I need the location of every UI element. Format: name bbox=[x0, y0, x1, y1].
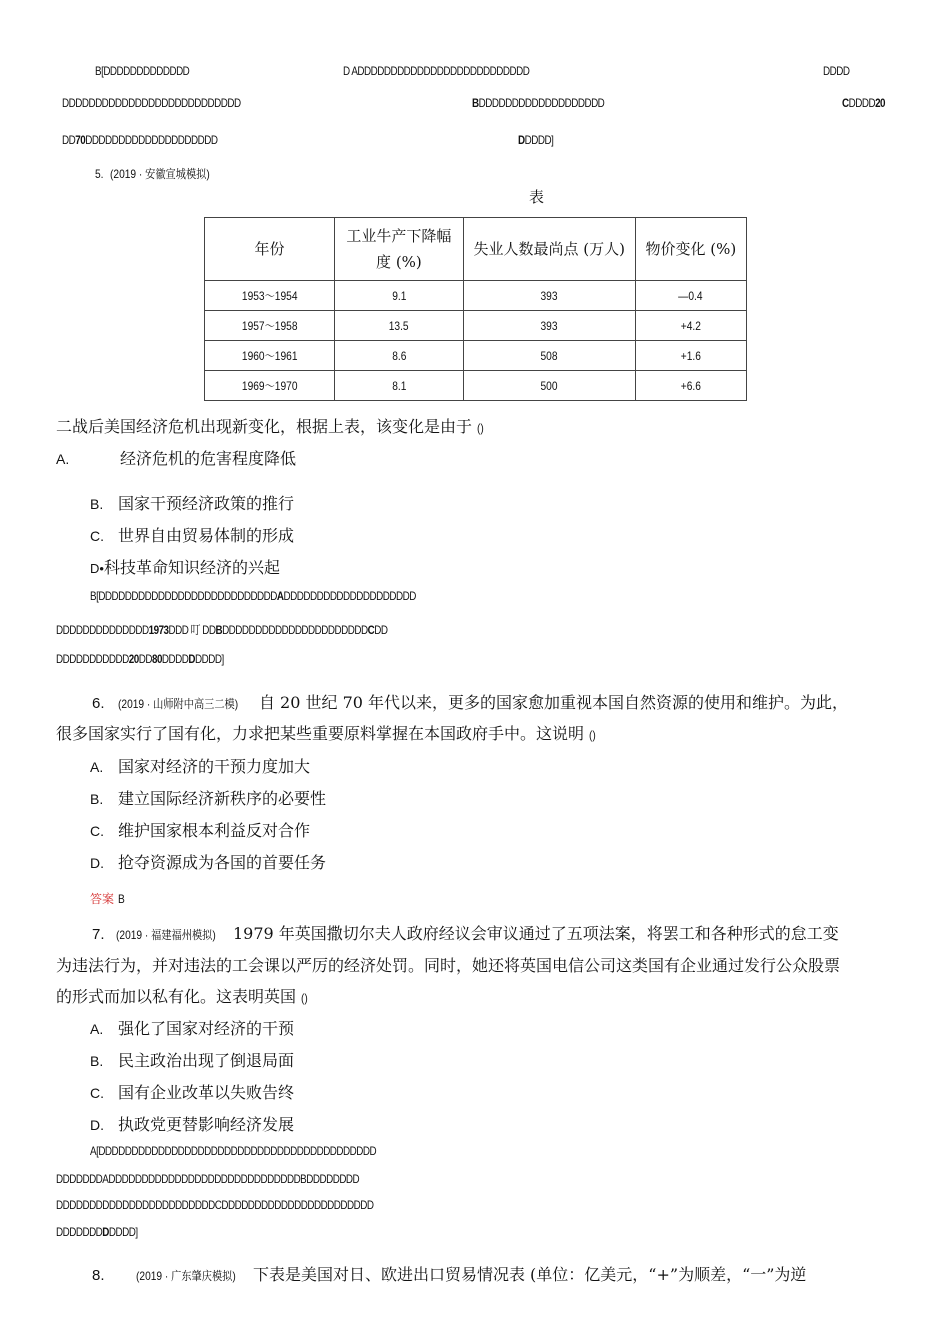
table-row bbox=[205, 281, 747, 311]
answer-line bbox=[56, 621, 387, 638]
question-source: (2019 · 广东肇庆模拟) bbox=[135, 1269, 236, 1283]
question-source: (2019 · 安徽宣城模拟) bbox=[110, 167, 210, 181]
option-text: 强化了国家对经济的干预 bbox=[118, 1019, 295, 1038]
answer-key: D bbox=[518, 133, 525, 147]
question-text: 很多国家实行了国有化，力求把某些重要原料掌握在本国政府手中。这说明 bbox=[56, 724, 585, 743]
answer-value: B bbox=[117, 892, 125, 906]
option-a bbox=[90, 1016, 294, 1039]
answer-text: DDD 叮 DD bbox=[168, 623, 216, 637]
answer-line bbox=[90, 1144, 376, 1158]
header-cell: 失业人数最尚点 (万人) bbox=[463, 218, 635, 281]
question-source: (2019 · 福建福州模拟) bbox=[115, 928, 216, 942]
table-row bbox=[205, 341, 747, 371]
table-cell: 393 bbox=[540, 288, 558, 303]
answer-blank: () bbox=[589, 728, 596, 742]
table-cell: 9.1 bbox=[391, 288, 406, 303]
option-label: C. bbox=[90, 823, 104, 839]
option-label: D• bbox=[90, 561, 104, 576]
answer-blank: () bbox=[477, 421, 484, 435]
question-source: (2019 · 山师附中高三二模) bbox=[117, 697, 238, 711]
answer-key: 80 bbox=[151, 652, 162, 666]
answer-text: DD bbox=[62, 133, 76, 147]
option-label: B. bbox=[90, 791, 104, 807]
answer-text: DDDDDDDDDDD bbox=[56, 652, 129, 666]
answer-text: DDDDDDDDDDDDDDDDDDDD bbox=[283, 589, 416, 603]
answer-key: 20 bbox=[875, 96, 886, 110]
header-cell: 物价变化 (%) bbox=[635, 218, 746, 281]
option-b bbox=[90, 491, 294, 514]
question-7-line1 bbox=[92, 921, 839, 944]
table-cell: 1960〜1961 bbox=[241, 349, 298, 363]
answer-key: B bbox=[472, 96, 479, 110]
option-text: 维护国家根本利益反对合作 bbox=[118, 821, 311, 840]
answer-text: DDDDDDDDDDDDDDDDDDDDDDDDDDD bbox=[62, 96, 241, 110]
option-d bbox=[90, 850, 326, 873]
answer-key: D bbox=[102, 1225, 109, 1239]
answer-text: B[DDDDDDDDDDDDD bbox=[95, 64, 190, 78]
option-label: B. bbox=[90, 1053, 104, 1069]
answer-text: DDDD bbox=[848, 96, 876, 110]
table-cell: —0.4 bbox=[678, 288, 704, 303]
answer-line bbox=[62, 96, 241, 110]
answer-line bbox=[62, 133, 217, 147]
table-cell: 13.5 bbox=[388, 318, 409, 333]
question-6-line1 bbox=[92, 690, 848, 713]
table-header-row bbox=[205, 218, 747, 281]
option-a bbox=[90, 754, 310, 777]
header-cell: 年份 bbox=[205, 218, 335, 281]
option-text: 经济危机的危害程度降低 bbox=[120, 449, 297, 468]
table-cell: 500 bbox=[540, 378, 558, 393]
header-cell: 工业牛产下降幅度 (%) bbox=[334, 218, 463, 281]
table-row bbox=[205, 371, 747, 401]
answer-line bbox=[343, 64, 529, 78]
answer-text: DDDD bbox=[823, 64, 850, 78]
table-cell: 393 bbox=[540, 318, 558, 333]
option-c bbox=[90, 818, 310, 841]
question-number: 5. bbox=[95, 167, 104, 181]
option-text: 世界自由贸易体制的形成 bbox=[118, 526, 295, 545]
option-c bbox=[90, 523, 294, 546]
question-text: 为违法行为，并对违法的工会课以严厉的经济处罚。同时，她还将英国电信公司这类国有企业通过发行公众股票 bbox=[56, 956, 841, 975]
table-cell: 1953〜1954 bbox=[241, 289, 298, 303]
answer-text: DDDDDDDDDDDDDDDDDDDDDDDDCDDDDDDDDDDDDDDDDDDDDDDD bbox=[56, 1198, 374, 1212]
answer-line bbox=[95, 64, 189, 78]
table-title: 表 bbox=[529, 188, 545, 206]
question-5-stem bbox=[56, 414, 485, 437]
option-label: C. bbox=[90, 528, 104, 544]
answer-key: 70 bbox=[75, 133, 86, 147]
option-text: 抢夺资源成为各国的首要任务 bbox=[118, 853, 327, 872]
question-7-line2 bbox=[56, 953, 840, 976]
question-text: 下表是美国对日、欧进出口贸易情况表 (单位：亿美元，“+”为顺差，“一”为逆 bbox=[252, 1265, 807, 1284]
answer-line bbox=[56, 1198, 373, 1212]
option-c bbox=[90, 1080, 294, 1103]
question-text: 自 20 世纪 70 年代以来，更多的国家愈加重视本国自然资源的使用和维护。为此， bbox=[258, 693, 849, 712]
option-label: A. bbox=[56, 451, 70, 467]
answer-line bbox=[56, 652, 224, 666]
table-cell: +4.2 bbox=[680, 318, 701, 333]
table-cell: 8.6 bbox=[391, 348, 406, 363]
answer-line bbox=[842, 96, 885, 110]
option-label: D. bbox=[90, 1117, 104, 1133]
answer-line bbox=[56, 1225, 138, 1239]
answer-text: A[DDDDDDDDDDDDDDDDDDDDDDDDDDDDDDDDDDDDDDDDDD bbox=[90, 1144, 377, 1158]
option-text: 民主政治出现了倒退局面 bbox=[118, 1051, 295, 1070]
answer-line bbox=[472, 96, 604, 110]
option-d bbox=[90, 555, 280, 578]
answer-line bbox=[90, 589, 416, 603]
option-text: 国家对经济的干预力度加大 bbox=[118, 757, 311, 776]
option-label: A. bbox=[90, 759, 104, 775]
answer-key: B bbox=[215, 623, 223, 637]
option-text: 执政党更替影响经济发展 bbox=[118, 1115, 295, 1134]
answer-text: DDDD bbox=[161, 652, 189, 666]
answer-key: 20 bbox=[128, 652, 139, 666]
economic-crisis-table bbox=[204, 217, 747, 401]
answer-text: DDDD] bbox=[195, 652, 224, 666]
answer-text: DDDD] bbox=[524, 133, 554, 147]
question-text: 1979 年英国撒切尔夫人政府经议会审议通过了五项法案，将罢工和各种形式的怠工变 bbox=[232, 924, 839, 943]
question-number: 7. bbox=[92, 926, 105, 943]
answer-text: DDDDDDDDDDDDDDDDDDDD bbox=[85, 133, 218, 147]
option-b bbox=[90, 786, 326, 809]
answer-line bbox=[90, 890, 126, 907]
question-8-line1 bbox=[92, 1262, 806, 1285]
table-cell: 1969〜1970 bbox=[241, 379, 298, 393]
option-label: C. bbox=[90, 1085, 104, 1101]
answer-key: 1973 bbox=[148, 623, 169, 637]
option-label: B. bbox=[90, 496, 104, 512]
answer-text: DD bbox=[138, 652, 152, 666]
option-text: 建立国际经济新秩序的必要性 bbox=[118, 789, 327, 808]
answer-text: D ADDDDDDDDDDDDDDDDDDDDDDDDDD bbox=[343, 64, 530, 78]
table-cell: +6.6 bbox=[680, 378, 701, 393]
table-cell: 508 bbox=[540, 348, 558, 363]
answer-text: DDDDDDD bbox=[56, 1225, 103, 1239]
answer-text: DD bbox=[374, 623, 388, 637]
answer-line bbox=[823, 64, 849, 78]
question-5-header bbox=[95, 163, 227, 182]
answer-label: 答案 bbox=[90, 892, 115, 906]
option-text: 国家干预经济政策的推行 bbox=[118, 494, 295, 513]
question-6-line2 bbox=[56, 721, 597, 744]
answer-text: DDDD] bbox=[108, 1225, 138, 1239]
question-text: 的形式而加以私有化。这表明英国 bbox=[56, 987, 297, 1006]
answer-blank: () bbox=[301, 991, 308, 1005]
answer-key: D bbox=[188, 652, 196, 666]
answer-key: C bbox=[367, 623, 375, 637]
option-d bbox=[90, 1112, 294, 1135]
table-row bbox=[205, 311, 747, 341]
question-7-line3 bbox=[56, 984, 309, 1007]
answer-text: DDDDDDDADDDDDDDDDDDDDDDDDDDDDDDDDDDDDBDDDDDDDD bbox=[56, 1172, 360, 1186]
answer-line bbox=[56, 1172, 359, 1186]
option-label: D. bbox=[90, 855, 104, 871]
answer-key: C bbox=[842, 96, 849, 110]
question-number: 8. bbox=[92, 1267, 105, 1284]
option-text: 国有企业改革以失败告终 bbox=[118, 1083, 295, 1102]
question-text: 二战后美国经济危机出现新变化，根据上表，该变化是由于 bbox=[56, 417, 473, 436]
answer-text: DDDDDDDDDDDDDDDDDDDDDD bbox=[222, 623, 368, 637]
question-number: 6. bbox=[92, 695, 105, 712]
answer-key: A bbox=[276, 589, 284, 603]
answer-text: DDDDDDDDDDDDDD bbox=[56, 623, 149, 637]
answer-text: DDDDDDDDDDDDDDDDDDD bbox=[478, 96, 605, 110]
answer-text: B[DDDDDDDDDDDDDDDDDDDDDDDDDDD bbox=[90, 589, 277, 603]
option-text: 科技革命知识经济的兴起 bbox=[103, 558, 280, 577]
option-b bbox=[90, 1048, 294, 1071]
option-label: A. bbox=[90, 1021, 104, 1037]
option-a bbox=[56, 446, 296, 469]
table-cell: +1.6 bbox=[680, 348, 701, 363]
table-cell: 8.1 bbox=[391, 378, 406, 393]
table-cell: 1957〜1958 bbox=[241, 319, 298, 333]
answer-line bbox=[518, 133, 553, 147]
